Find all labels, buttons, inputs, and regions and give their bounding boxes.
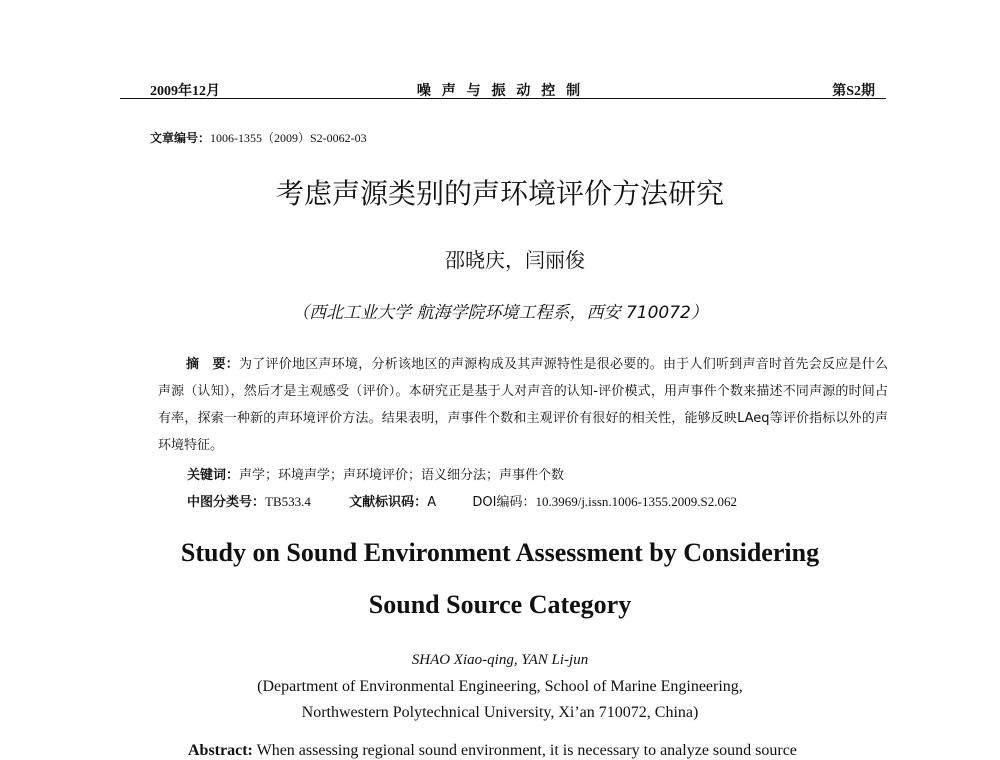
article-number bbox=[150, 129, 367, 146]
doc-code-value: A bbox=[427, 495, 437, 510]
abstract-cn-text: 为了评价地区声环境，分析该地区的声源构成及其声源特性是很必要的。由于人们听到声音时首先会反应是什么声源（认知），然后才是主观感受（评价）。本研究正是基于人对声音的认知-评价模式，用声事件个数来描述不同声源的时间占有率，探索一种新的声环境评价方法。结果表明，声事件个数和主观评价有很好的相关性，能够反映LAeq等评价指标以外的声环境特征。 bbox=[158, 357, 888, 453]
abstract-en bbox=[188, 742, 797, 760]
article-number-value: 1006-1355（2009）S2-0062-03 bbox=[210, 131, 367, 145]
keywords-value: 声学；环境声学；声环境评价；语义细分法；声事件个数 bbox=[239, 468, 565, 483]
affiliation-cn: （西北工业大学 航海学院环境工程系，西安 710072） bbox=[292, 303, 708, 323]
clc-label: 中图分类号： bbox=[187, 495, 266, 510]
header-rule bbox=[120, 98, 886, 99]
doc-code-label: 文献标识码： bbox=[349, 495, 428, 510]
abstract-cn-label: 摘 要： bbox=[186, 357, 239, 372]
clc-value: TB533.4 bbox=[265, 494, 311, 509]
keywords bbox=[187, 464, 564, 483]
title-cn: 考虑声源类别的声环境评价方法研究 bbox=[275, 177, 724, 210]
authors-en: SHAO Xiao-qing, YAN Li-jun bbox=[411, 652, 589, 668]
authors-cn: 邵晓庆，闫丽俊 bbox=[445, 248, 585, 272]
abstract-en-label: Abstract: bbox=[188, 742, 253, 759]
header-date: 2009年12月 bbox=[150, 84, 220, 99]
article-number-label: 文章编号： bbox=[150, 131, 211, 145]
doi-label: DOI编码： bbox=[472, 495, 536, 510]
classification-line bbox=[187, 491, 737, 510]
affiliation-en-line2: Northwestern Polytechnical University, Xi’an 710072, China) bbox=[301, 704, 699, 721]
keywords-label: 关键词： bbox=[187, 468, 240, 483]
doi-value: 10.3969/j.issn.1006-1355.2009.S2.062 bbox=[535, 494, 737, 509]
affiliation-en-line1: (Department of Environmental Engineering, School of Marine Engineering, bbox=[257, 678, 743, 695]
header-journal: 噪 声 与 振 动 控 制 bbox=[416, 83, 584, 99]
title-en-line2: Sound Source Category bbox=[368, 590, 632, 619]
abstract-cn bbox=[158, 351, 888, 459]
title-en-line1: Study on Sound Environment Assessment by Considering bbox=[180, 538, 820, 567]
header-issue: 第S2期 bbox=[832, 84, 875, 99]
abstract-en-text: When assessing regional sound environment, it is necessary to analyze sound source bbox=[256, 742, 797, 759]
